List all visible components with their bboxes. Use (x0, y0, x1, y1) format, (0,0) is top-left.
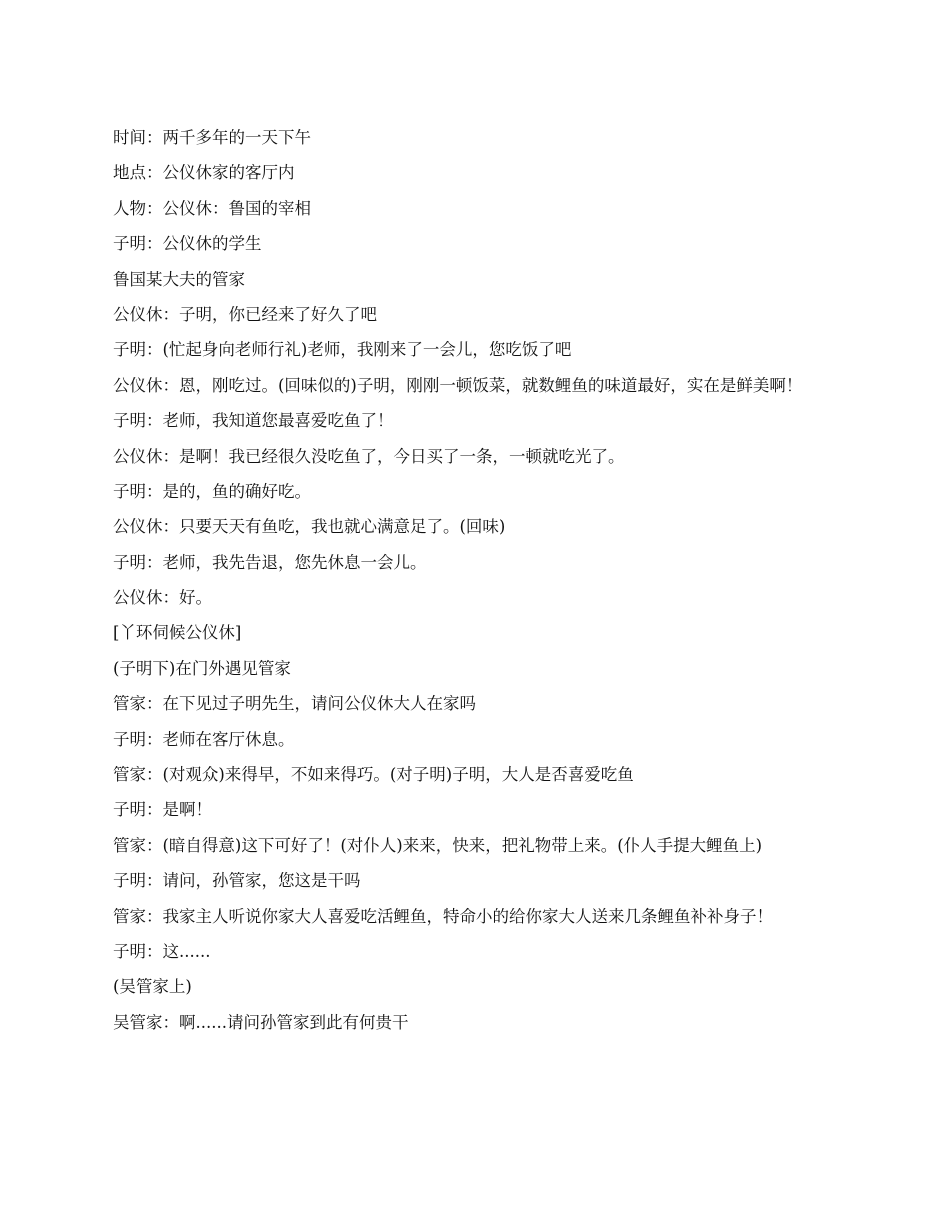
text-line: 管家：我家主人听说你家大人喜爱吃活鲤鱼，特命小的给你家大人送来几条鲤鱼补补身子！ (113, 906, 773, 926)
text-line: 子明：老师在客厅休息。 (113, 729, 295, 749)
text-line: 子明：公仪休的学生 (113, 234, 262, 254)
text-line: 地点：公仪休家的客厅内 (113, 163, 295, 183)
script-text (113, 126, 838, 1046)
text-line: 公仪休：恩，刚吃过。(回味似的)子明，刚刚一顿饭菜，就数鲤鱼的味道最好，实在是鲜美啊！ (113, 375, 803, 395)
text-line: 子明：这...... (113, 941, 211, 961)
text-line: 鲁国某大夫的管家 (113, 269, 245, 289)
text-line: 人物：公仪休：鲁国的宰相 (113, 198, 311, 218)
text-line: 公仪休：子明，你已经来了好久了吧 (113, 304, 377, 324)
text-line: 管家：(对观众)来得早，不如来得巧。(对子明)子明，大人是否喜爱吃鱼 (113, 765, 634, 785)
text-line: 子明：请问，孙管家，您这是干吗 (113, 871, 361, 891)
text-line: 子明：(忙起身向老师行礼)老师，我刚来了一会儿，您吃饭了吧 (113, 340, 572, 360)
text-line: 子明：老师，我知道您最喜爱吃鱼了！ (113, 411, 394, 431)
text-line: 公仪休：只要天天有鱼吃，我也就心满意足了。(回味) (113, 517, 506, 537)
text-line: (子明下)在门外遇见管家 (113, 658, 291, 678)
text-line: 子明：老师，我先告退，您先休息一会儿。 (113, 552, 427, 572)
text-line: 管家：(暗自得意)这下可好了！(对仆人)来来，快来，把礼物带上来。(仆人手提大鲤鱼上) (113, 835, 763, 855)
text-line: 吴管家：啊......请问孙管家到此有何贵干 (113, 1012, 409, 1032)
text-line: 管家：在下见过子明先生，请问公仪休大人在家吗 (113, 694, 476, 714)
text-line: [丫环伺候公仪休] (113, 623, 242, 643)
text-line: 时间：两千多年的一天下午 (113, 128, 311, 147)
text-line: 公仪休：好。 (113, 588, 212, 608)
text-line: 子明：是的，鱼的确好吃。 (113, 481, 311, 501)
text-line: (吴管家上) (113, 977, 192, 997)
text-line: 子明：是啊！ (113, 800, 212, 820)
text-line: 公仪休：是啊！我已经很久没吃鱼了，今日买了一条，一顿就吃光了。 (113, 446, 625, 466)
